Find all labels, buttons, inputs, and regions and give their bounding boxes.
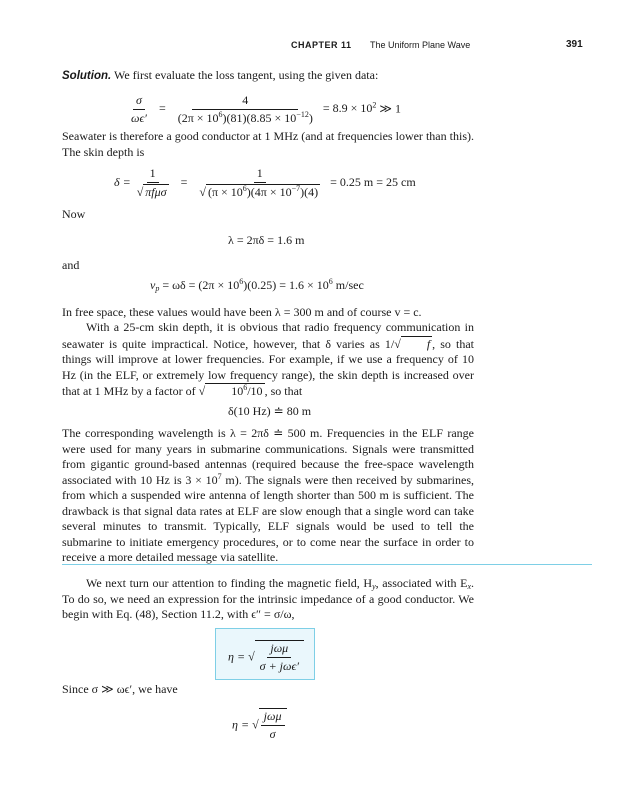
word-now: Now	[62, 207, 86, 221]
section-divider	[62, 564, 592, 565]
paragraph-elf: The corresponding wavelength is λ = 2πδ ≐ 500 m. Frequencies in the ELF range were used for many years in submarine communications. Signals were transmitted from gigantic ground-based antennas (required because the free-space wavelength associated with 10 Hz is $3 \times 10^7$ m). The signals were then received by submarines, from which a suspended wire antenna of length shorter than 500 m is sufficient. The drawback is that signal data rates at ELF are slow enough that a single word can take several minutes to transmit. Typically, ELF signals would be used to tell the submarine to initiate emergency procedures, or to come near the surface in order to receive a more detailed message via satellite.	[62, 426, 474, 564]
equation-loss-tangent: $\frac{\sigma}{\omega\epsilon'}$ = $\frac{4}{(2\pi \times 10^6)(81)(8.85 \times 10^{-12})}$ = $8.9 \times 10^2$ ≫ 1	[131, 93, 401, 125]
paragraph-magnetic-field: We next turn our attention to finding the magnetic field, $H_y$, associated with $E_x$. To do so, we need an expression for the intrinsic impedance of a good conductor. We begin with Eq. (48), Section 11.2, with ϵ″ = σ/ω,	[62, 576, 474, 621]
text-free-space: In free space, these values would have been λ = 300 m and of course v = c.	[62, 305, 422, 319]
solution-intro: Solution. We first evaluate the loss tangent, using the given data:	[62, 68, 379, 82]
chapter-label: CHAPTER 11	[291, 40, 352, 50]
text-since: Since σ ≫ ωϵ′, we have	[62, 682, 178, 696]
text-good-conductor: Seawater is therefore a good conductor at 1 MHz (and at frequencies lower than this). The skin depth is	[62, 129, 474, 159]
equation-skin-depth: δ = $\frac{1}{\text{√ πfμσ}}$ = $\frac{1}{√ (\pi \times 10^6)(4\pi \times 10^{-7})(4)}$ = 0.25 m = 25 cm	[114, 166, 416, 199]
chapter-title: The Uniform Plane Wave	[370, 40, 471, 50]
equation-impedance-simplified: η = √ $\frac{\text{jωμ}}{\sigma}$	[232, 708, 287, 742]
equation-intrinsic-impedance: η = √ $\frac{\text{jωμ}}{\text{σ + jωϵ′}}$	[228, 640, 304, 674]
paragraph-skin-depth: With a 25-cm skin depth, it is obvious that radio frequency communication in seawater is quite impractical. Notice, however, that δ varies as 1/√ f , so that things will improve at lower frequencies. For example, if we use a frequency of 10 Hz (in the ELF, or extremely low frequency range), the skin depth is increased over that at 1 MHz by a factor of √ $10^6/10$ , so that	[62, 320, 475, 398]
solution-label: Solution.	[62, 70, 112, 82]
equation-skin-depth-10hz: δ(10 Hz) ≐ 80 m	[228, 404, 312, 418]
equation-wavelength: λ = 2πδ = 1.6 m	[228, 233, 305, 247]
page-number: 391	[566, 39, 583, 50]
equation-phase-velocity: $v_p = \omega\delta = (2\pi \times 10^6)(0.25) = 1.6 \times 10^6$ m/sec	[150, 277, 364, 293]
word-and: and	[62, 258, 80, 272]
